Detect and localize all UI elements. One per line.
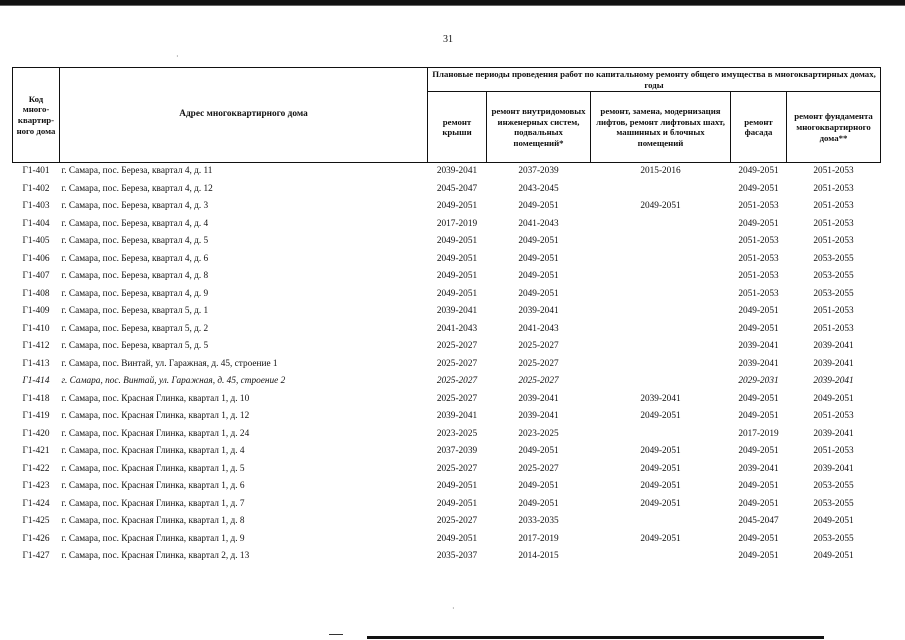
row-facade-cell: 2049-2051 (738, 533, 779, 544)
table-row (13, 286, 881, 304)
row-roof-cell: 2049-2051 (436, 288, 478, 299)
row-systems-cell: 2025-2027 (518, 341, 559, 352)
row-lifts-cell: 2049-2051 (640, 446, 681, 457)
row-foundation-cell: 2051-2053 (813, 166, 854, 177)
row-foundation-cell: 2039-2041 (813, 341, 854, 352)
table-row (13, 461, 881, 479)
table-row (13, 268, 881, 286)
row-foundation-cell: 2039-2041 (813, 358, 854, 369)
row-code-cell: Г1-427 (22, 551, 50, 562)
row-code-cell: Г1-408 (22, 288, 50, 299)
row-systems-cell: 2041-2043 (518, 218, 559, 229)
page-number: 31 (443, 34, 453, 45)
row-code-cell: Г1-422 (22, 463, 50, 474)
table-row (13, 373, 881, 391)
row-code-cell: Г1-426 (22, 533, 50, 544)
row-foundation-cell: 2049-2051 (813, 516, 854, 527)
row-roof-cell: 2049-2051 (436, 533, 478, 544)
row-roof-cell: 2041-2043 (436, 323, 478, 334)
row-roof-cell: 2039-2041 (436, 306, 478, 317)
row-facade-cell: 2039-2041 (738, 341, 779, 352)
row-code-cell: Г1-418 (22, 393, 50, 404)
row-lifts-cell (591, 181, 731, 199)
row-facade-cell: 2039-2041 (738, 358, 779, 369)
row-systems-cell: 2049-2051 (518, 236, 559, 247)
row-address-cell: г. Самара, пос. Красная Глинка, квартал 1, д. 7 (61, 498, 245, 509)
row-code-cell: Г1-401 (22, 166, 50, 177)
row-address-cell: г. Самара, пос. Винтай, ул. Гаражная, д. 45, строение 1 (61, 358, 278, 369)
row-lifts-cell (591, 373, 731, 391)
row-code-cell: Г1-424 (22, 498, 50, 509)
row-lifts-cell (591, 513, 731, 531)
row-systems-cell: 2025-2027 (518, 376, 559, 387)
row-code-cell: Г1-404 (22, 218, 50, 229)
row-roof-cell: 2049-2051 (436, 201, 478, 212)
row-roof-cell: 2025-2027 (436, 341, 478, 352)
table-row (13, 356, 881, 374)
row-foundation-cell: 2051-2053 (813, 218, 854, 229)
row-facade-cell: 2049-2051 (738, 218, 779, 229)
row-address-cell: г. Самара, пос. Красная Глинка, квартал 1, д. 24 (61, 428, 250, 439)
row-address-cell: г. Самара, пос. Красная Глинка, квартал 1, д. 12 (61, 411, 250, 422)
row-facade-cell: 2049-2051 (738, 306, 779, 317)
row-code-cell: Г1-402 (22, 183, 50, 194)
row-code-cell: Г1-406 (22, 253, 50, 264)
row-address-cell: г. Самара, пос. Береза, квартал 4, д. 6 (61, 253, 209, 264)
row-systems-cell: 2025-2027 (518, 463, 559, 474)
row-foundation-cell: 2053-2055 (813, 271, 854, 282)
row-address-cell: г. Самара, пос. Береза, квартал 4, д. 12 (61, 183, 213, 194)
row-code-cell: Г1-410 (22, 323, 50, 334)
row-systems-cell: 2049-2051 (518, 288, 559, 299)
row-facade-cell: 2039-2041 (738, 463, 779, 474)
row-code-cell: Г1-403 (22, 201, 50, 212)
row-systems-cell: 2017-2019 (518, 533, 559, 544)
row-facade-cell: 2051-2053 (738, 288, 779, 299)
table-row (13, 216, 881, 234)
row-roof-cell: 2035-2037 (436, 551, 478, 562)
row-systems-cell: 2043-2045 (518, 183, 559, 194)
row-foundation-cell: 2053-2055 (813, 533, 854, 544)
row-address-cell: г. Самара, пос. Береза, квартал 4, д. 3 (61, 201, 209, 212)
top-border-underline (0, 5, 905, 6)
row-address-cell: г. Самара, пос. Береза, квартал 5, д. 5 (61, 341, 209, 352)
row-lifts-cell: 2015-2016 (640, 166, 681, 177)
row-facade-cell: 2049-2051 (738, 183, 779, 194)
table-row (13, 163, 881, 181)
row-facade-cell: 2029-2031 (738, 376, 779, 387)
row-lifts-cell (591, 251, 731, 269)
row-facade-cell: 2049-2051 (738, 323, 779, 334)
table-row (13, 303, 881, 321)
row-roof-cell: 2045-2047 (436, 183, 478, 194)
row-facade-cell: 2049-2051 (738, 481, 779, 492)
row-facade-cell: 2049-2051 (738, 166, 779, 177)
row-code-cell: Г1-413 (22, 358, 50, 369)
row-systems-cell: 2049-2051 (518, 271, 559, 282)
row-lifts-cell (591, 233, 731, 251)
row-lifts-cell: 2049-2051 (640, 498, 681, 509)
row-systems-cell: 2049-2051 (518, 446, 559, 457)
row-lifts-cell (591, 338, 731, 356)
row-roof-cell: 2039-2041 (436, 411, 478, 422)
row-foundation-cell: 2039-2041 (813, 376, 854, 387)
row-foundation-cell: 2039-2041 (813, 428, 854, 439)
row-systems-cell: 2039-2041 (518, 393, 559, 404)
table-row (13, 408, 881, 426)
row-address-cell: г. Самара, пос. Береза, квартал 4, д. 9 (61, 288, 209, 299)
bottom-dash (329, 634, 343, 635)
table-row (13, 443, 881, 461)
table-row (13, 496, 881, 514)
row-address-cell: г. Самара, пос. Береза, квартал 4, д. 5 (61, 236, 209, 247)
row-facade-cell: 2049-2051 (738, 393, 779, 404)
row-address-cell: г. Самара, пос. Красная Глинка, квартал 1, д. 4 (61, 446, 245, 457)
row-foundation-cell: 2051-2053 (813, 183, 854, 194)
row-systems-cell: 2033-2035 (518, 516, 559, 527)
row-address-cell: г. Самара, пос. Береза, квартал 4, д. 4 (61, 218, 209, 229)
row-facade-cell: 2017-2019 (738, 428, 779, 439)
row-code-cell: Г1-407 (22, 271, 50, 282)
row-lifts-cell (591, 216, 731, 234)
row-foundation-cell: 2051-2053 (813, 323, 854, 334)
row-lifts-cell (591, 548, 731, 566)
header-facade: ремонт фасада (731, 92, 787, 163)
row-lifts-cell: 2049-2051 (640, 463, 681, 474)
row-roof-cell: 2049-2051 (436, 498, 478, 509)
row-lifts-cell: 2039-2041 (640, 393, 681, 404)
row-code-cell: Г1-420 (22, 428, 50, 439)
row-foundation-cell: 2049-2051 (813, 393, 854, 404)
row-facade-cell: 2051-2053 (738, 236, 779, 247)
row-foundation-cell: 2051-2053 (813, 236, 854, 247)
row-roof-cell: 2023-2025 (436, 428, 478, 439)
row-facade-cell: 2049-2051 (738, 411, 779, 422)
row-foundation-cell: 2053-2055 (813, 498, 854, 509)
row-foundation-cell: 2051-2053 (813, 306, 854, 317)
table-row (13, 426, 881, 444)
bottom-border-rule (367, 636, 824, 639)
row-code-cell: Г1-414 (22, 376, 50, 387)
row-systems-cell: 2014-2015 (518, 551, 559, 562)
row-facade-cell: 2049-2051 (738, 498, 779, 509)
row-systems-cell: 2049-2051 (518, 201, 559, 212)
row-foundation-cell: 2051-2053 (813, 201, 854, 212)
row-roof-cell: 2025-2027 (436, 516, 478, 527)
row-address-cell: г. Самара, пос. Винтай, ул. Гаражная, д. 45, строение 2 (61, 376, 286, 387)
header-systems: ремонт внутридомовых инженерных систем, подвальных помещений* (487, 92, 591, 163)
row-systems-cell: 2049-2051 (518, 253, 559, 264)
row-systems-cell: 2049-2051 (518, 481, 559, 492)
row-roof-cell: 2049-2051 (436, 253, 478, 264)
row-roof-cell: 2025-2027 (436, 463, 478, 474)
row-address-cell: г. Самара, пос. Красная Глинка, квартал 1, д. 5 (61, 463, 245, 474)
row-facade-cell: 2049-2051 (738, 446, 779, 457)
row-lifts-cell (591, 286, 731, 304)
row-systems-cell: 2025-2027 (518, 358, 559, 369)
scan-speck: · (452, 604, 455, 613)
row-foundation-cell: 2053-2055 (813, 288, 854, 299)
row-foundation-cell: 2051-2053 (813, 446, 854, 457)
table-row (13, 548, 881, 566)
row-systems-cell: 2049-2051 (518, 498, 559, 509)
row-foundation-cell: 2051-2053 (813, 411, 854, 422)
row-lifts-cell: 2049-2051 (640, 411, 681, 422)
row-systems-cell: 2039-2041 (518, 306, 559, 317)
row-roof-cell: 2025-2027 (436, 358, 478, 369)
row-roof-cell: 2017-2019 (436, 218, 478, 229)
row-foundation-cell: 2053-2055 (813, 253, 854, 264)
row-address-cell: г. Самара, пос. Красная Глинка, квартал 1, д. 8 (61, 516, 245, 527)
row-facade-cell: 2051-2053 (738, 271, 779, 282)
row-lifts-cell: 2049-2051 (640, 533, 681, 544)
row-roof-cell: 2025-2027 (436, 376, 478, 387)
table-row (13, 233, 881, 251)
row-lifts-cell (591, 303, 731, 321)
header-address: Адрес многоквартирного дома (60, 68, 428, 163)
row-lifts-cell: 2049-2051 (640, 201, 681, 212)
row-address-cell: г. Самара, пос. Красная Глинка, квартал 1, д. 6 (61, 481, 245, 492)
table-row (13, 531, 881, 549)
table-row (13, 391, 881, 409)
row-facade-cell: 2045-2047 (738, 516, 779, 527)
table-row (13, 321, 881, 339)
row-roof-cell: 2049-2051 (436, 236, 478, 247)
row-address-cell: г. Самара, пос. Красная Глинка, квартал 1, д. 9 (61, 533, 245, 544)
row-systems-cell: 2023-2025 (518, 428, 559, 439)
row-roof-cell: 2039-2041 (436, 166, 478, 177)
row-code-cell: Г1-412 (22, 341, 50, 352)
row-lifts-cell (591, 268, 731, 286)
row-facade-cell: 2051-2053 (738, 253, 779, 264)
table-row (13, 513, 881, 531)
row-facade-cell: 2051-2053 (738, 201, 779, 212)
row-lifts-cell (591, 321, 731, 339)
row-code-cell: Г1-409 (22, 306, 50, 317)
row-code-cell: Г1-405 (22, 236, 50, 247)
row-roof-cell: 2049-2051 (436, 481, 478, 492)
scan-speck: · (176, 52, 179, 61)
row-code-cell: Г1-419 (22, 411, 50, 422)
row-address-cell: г. Самара, пос. Красная Глинка, квартал 2, д. 13 (61, 551, 250, 562)
row-roof-cell: 2049-2051 (436, 271, 478, 282)
row-code-cell: Г1-423 (22, 481, 50, 492)
row-systems-cell: 2041-2043 (518, 323, 559, 334)
row-code-cell: Г1-425 (22, 516, 50, 527)
row-lifts-cell (591, 426, 731, 444)
table-row (13, 251, 881, 269)
capital-repair-table (12, 67, 881, 566)
row-address-cell: г. Самара, пос. Береза, квартал 4, д. 8 (61, 271, 209, 282)
table-body (13, 163, 881, 566)
row-lifts-cell: 2049-2051 (640, 481, 681, 492)
row-roof-cell: 2037-2039 (436, 446, 478, 457)
header-foundation: ремонт фундамента многоквартирного дома** (787, 92, 881, 163)
row-foundation-cell: 2049-2051 (813, 551, 854, 562)
row-systems-cell: 2039-2041 (518, 411, 559, 422)
row-foundation-cell: 2053-2055 (813, 481, 854, 492)
row-roof-cell: 2025-2027 (436, 393, 478, 404)
table-row (13, 478, 881, 496)
header-code: Код много-квартир-ного дома (13, 68, 60, 163)
header-lifts: ремонт, замена, модернизация лифтов, ремонт лифтовых шахт, машинных и блочных помещений (591, 92, 731, 163)
row-address-cell: г. Самара, пос. Красная Глинка, квартал 1, д. 10 (61, 393, 250, 404)
row-foundation-cell: 2039-2041 (813, 463, 854, 474)
table-row (13, 338, 881, 356)
row-facade-cell: 2049-2051 (738, 551, 779, 562)
table-row (13, 198, 881, 216)
header-roof: ремонт крыши (428, 92, 487, 163)
header-group-periods: Плановые периоды проведения работ по капитальному ремонту общего имущества в многоквартирных домах, годы (428, 68, 881, 92)
row-address-cell: г. Самара, пос. Береза, квартал 4, д. 11 (61, 166, 213, 177)
table-row (13, 181, 881, 199)
row-lifts-cell (591, 356, 731, 374)
row-systems-cell: 2037-2039 (518, 166, 559, 177)
row-address-cell: г. Самара, пос. Береза, квартал 5, д. 2 (61, 323, 209, 334)
row-address-cell: г. Самара, пос. Береза, квартал 5, д. 1 (61, 306, 209, 317)
row-code-cell: Г1-421 (22, 446, 50, 457)
